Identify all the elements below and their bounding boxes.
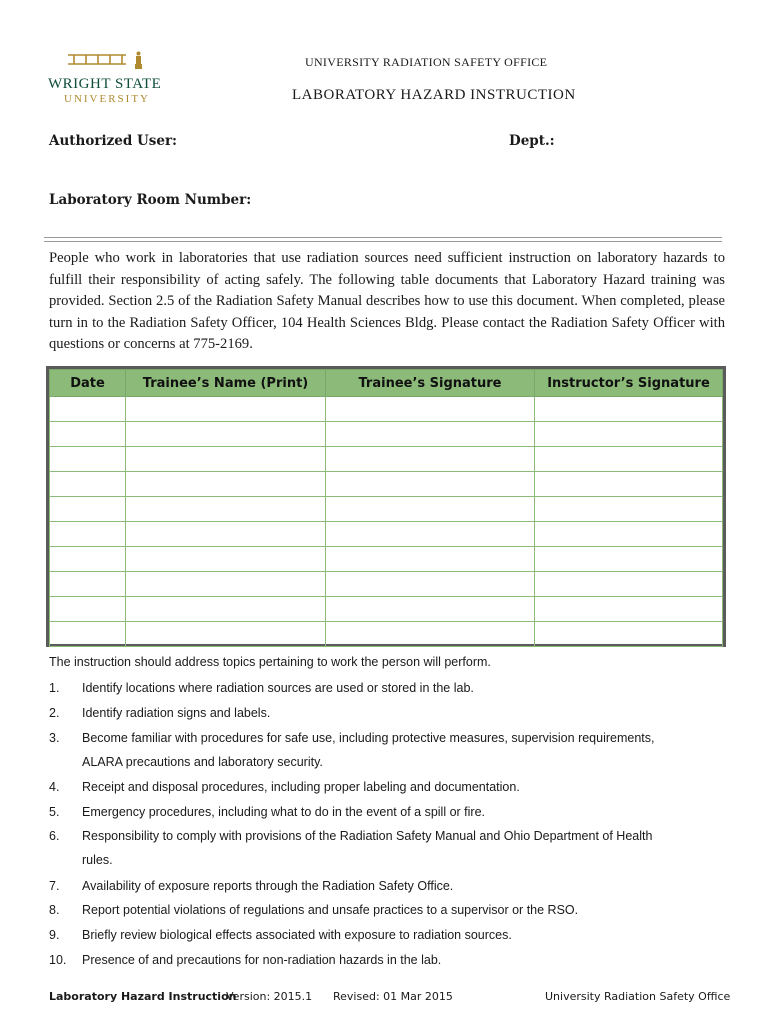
topic-number: 10.	[49, 953, 67, 967]
instructor-signature-cell[interactable]	[535, 447, 723, 472]
date-cell[interactable]	[50, 622, 126, 647]
trainee-signature-cell[interactable]	[326, 447, 535, 472]
topic-text: Become familiar with procedures for safe use, including protective measures, supervision requirements,	[82, 731, 655, 745]
instructor-signature-cell[interactable]	[535, 397, 723, 422]
footer-version: Version: 2015.1	[226, 990, 313, 1003]
table-row	[50, 447, 723, 472]
table-row	[50, 547, 723, 572]
trainee-signature-cell[interactable]	[326, 597, 535, 622]
trainee-name-cell[interactable]	[126, 497, 326, 522]
topic-text: Availability of exposure reports through the Radiation Safety Office.	[82, 879, 454, 893]
trainee-name-cell[interactable]	[126, 572, 326, 597]
room-number-label: Laboratory Room Number:	[49, 192, 252, 208]
trainee-signature-cell[interactable]	[326, 422, 535, 447]
trainee-name-cell[interactable]	[126, 622, 326, 647]
instructor-signature-cell[interactable]	[535, 622, 723, 647]
topic-number: 6.	[49, 829, 60, 843]
footer-office: University Radiation Safety Office	[545, 990, 731, 1003]
instructor-signature-cell[interactable]	[535, 572, 723, 597]
trainee-signature-cell[interactable]	[326, 547, 535, 572]
column-header-instructor-signature: Instructor’s Signature	[535, 370, 723, 397]
topic-text: Presence of and precautions for non-radiation hazards in the lab.	[82, 953, 442, 967]
instructor-signature-cell[interactable]	[535, 547, 723, 572]
topic-text: Emergency procedures, including what to do in the event of a spill or fire.	[82, 805, 485, 819]
date-cell[interactable]	[50, 422, 126, 447]
topic-number: 3.	[49, 731, 60, 745]
instructor-signature-cell[interactable]	[535, 522, 723, 547]
divider-top	[44, 237, 722, 238]
trainee-name-cell[interactable]	[126, 597, 326, 622]
topic-text: Identify radiation signs and labels.	[82, 706, 271, 720]
instructor-signature-cell[interactable]	[535, 472, 723, 497]
table-row	[50, 497, 723, 522]
wright-state-logo	[48, 50, 160, 108]
wright-flyer-icon	[64, 50, 144, 74]
trainee-name-cell[interactable]	[126, 422, 326, 447]
table-row	[50, 397, 723, 422]
trainee-signature-cell[interactable]	[326, 622, 535, 647]
instruction-note: The instruction should address topics pertaining to work the person will perform.	[49, 655, 491, 669]
trainee-name-cell[interactable]	[126, 472, 326, 497]
logo-wordmark: WRIGHT STATE	[48, 76, 162, 92]
topic-number: 7.	[49, 879, 60, 893]
footer-doc-title: Laboratory Hazard Instruction	[49, 990, 237, 1003]
page-title: LABORATORY HAZARD INSTRUCTION	[292, 87, 576, 103]
table-row	[50, 622, 723, 647]
topic-text: Briefly review biological effects associated with exposure to radiation sources.	[82, 928, 512, 942]
column-header-trainee-name: Trainee’s Name (Print)	[126, 370, 326, 397]
topic-number: 5.	[49, 805, 60, 819]
authorized-user-label: Authorized User:	[49, 133, 178, 149]
divider-bottom	[44, 241, 722, 242]
table-row	[50, 422, 723, 447]
topic-text: Responsibility to comply with provisions of the Radiation Safety Manual and Ohio Department of Health	[82, 829, 653, 843]
office-heading: UNIVERSITY RADIATION SAFETY OFFICE	[305, 55, 548, 69]
topic-number: 8.	[49, 903, 60, 917]
date-cell[interactable]	[50, 472, 126, 497]
training-table	[46, 366, 726, 647]
date-cell[interactable]	[50, 597, 126, 622]
dept-label: Dept.:	[509, 133, 555, 149]
intro-paragraph: People who work in laboratories that use radiation sources need sufficient instruction on laboratory hazards to fulfill their responsibility of acting safely. The following table documents that Laboratory Hazard training was provided. Section 2.5 of the Radiation Safety Manual describes how to use this document. When completed, please turn in to the Radiation Safety Officer, 104 Health Sciences Bldg. Please contact the Radiation Safety Officer with questions or concerns at 775-2169.	[49, 250, 725, 352]
column-header-date: Date	[50, 370, 126, 397]
logo-subtitle: UNIVERSITY	[64, 93, 150, 105]
instructor-signature-cell[interactable]	[535, 422, 723, 447]
trainee-signature-cell[interactable]	[326, 572, 535, 597]
trainee-signature-cell[interactable]	[326, 522, 535, 547]
trainee-signature-cell[interactable]	[326, 397, 535, 422]
date-cell[interactable]	[50, 522, 126, 547]
column-header-trainee-signature: Trainee’s Signature	[326, 370, 535, 397]
topic-number: 1.	[49, 681, 60, 695]
topic-number: 2.	[49, 706, 60, 720]
table-row	[50, 472, 723, 497]
topic-text-continued: ALARA precautions and laboratory security.	[82, 755, 323, 769]
trainee-signature-cell[interactable]	[326, 497, 535, 522]
topic-number: 9.	[49, 928, 60, 942]
topic-text: Identify locations where radiation sources are used or stored in the lab.	[82, 681, 474, 695]
date-cell[interactable]	[50, 497, 126, 522]
instructor-signature-cell[interactable]	[535, 597, 723, 622]
date-cell[interactable]	[50, 397, 126, 422]
instructor-signature-cell[interactable]	[535, 497, 723, 522]
trainee-signature-cell[interactable]	[326, 472, 535, 497]
trainee-name-cell[interactable]	[126, 522, 326, 547]
table-row	[50, 522, 723, 547]
topic-number: 4.	[49, 780, 60, 794]
topic-text-continued: rules.	[82, 853, 113, 867]
topic-text: Receipt and disposal procedures, including proper labeling and documentation.	[82, 780, 520, 794]
date-cell[interactable]	[50, 547, 126, 572]
topic-text: Report potential violations of regulations and unsafe practices to a supervisor or the RSO.	[82, 903, 579, 917]
date-cell[interactable]	[50, 572, 126, 597]
date-cell[interactable]	[50, 447, 126, 472]
footer-revised: Revised: 01 Mar 2015	[333, 990, 453, 1003]
table-row	[50, 572, 723, 597]
table-row	[50, 597, 723, 622]
trainee-name-cell[interactable]	[126, 447, 326, 472]
trainee-name-cell[interactable]	[126, 397, 326, 422]
trainee-name-cell[interactable]	[126, 547, 326, 572]
